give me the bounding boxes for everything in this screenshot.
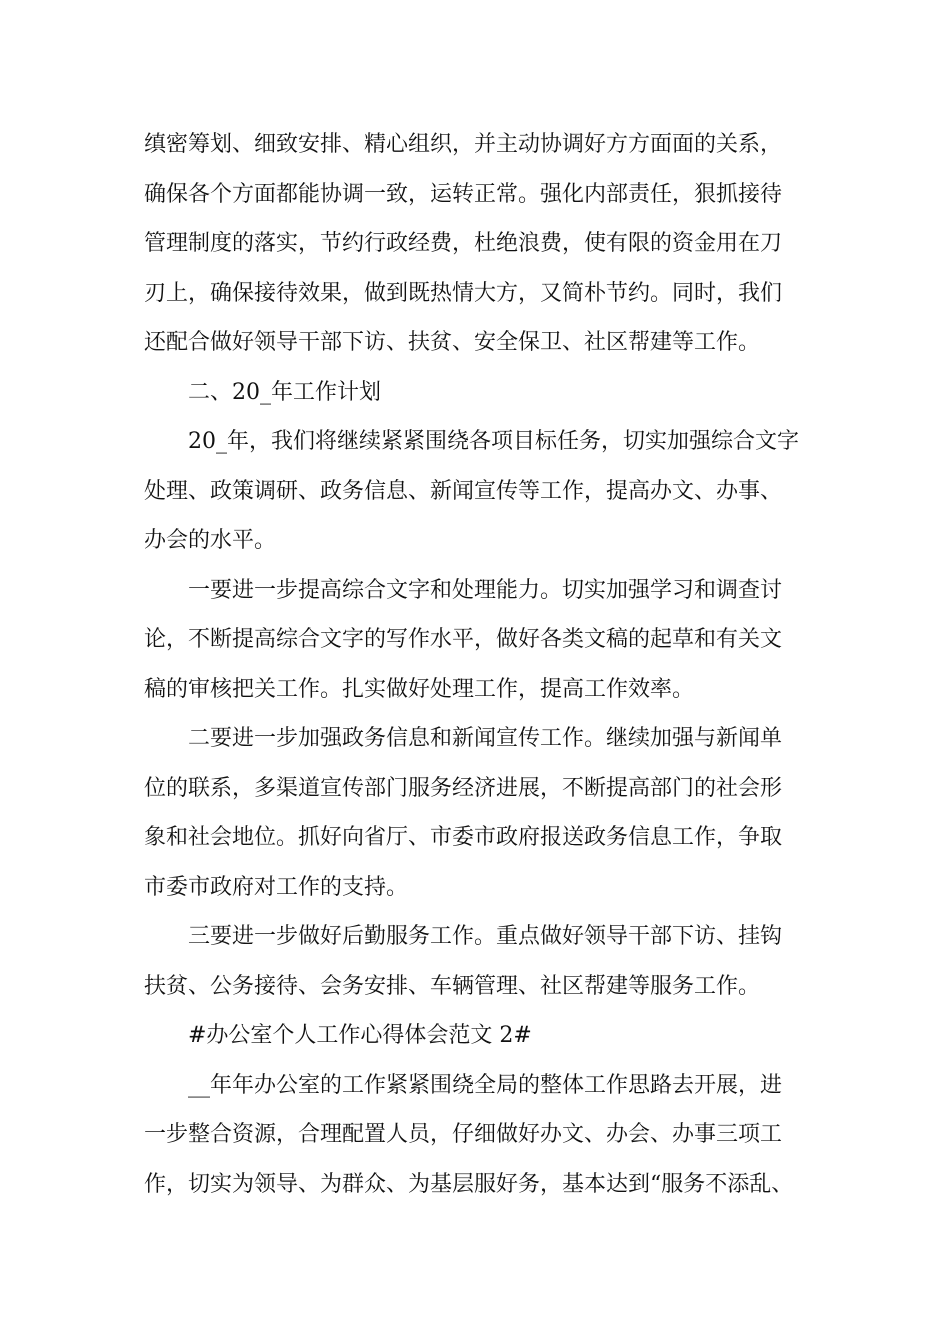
text-line: 论，不断提高综合文字的写作水平，做好各类文稿的起草和有关文: [144, 627, 783, 652]
text-line: 刃上，确保接待效果，做到既热情大方，又简朴节约。同时，我们: [144, 280, 783, 306]
section-heading: #办公室个人工作心得体会范文 2#: [188, 1023, 532, 1048]
text-line: 二要进一步加强政务信息和新闻宣传工作。继续加强与新闻单: [188, 726, 783, 751]
text-line: 作，切实为领导、为群众、为基层服好务，基本达到“服务不添乱、: [144, 1171, 794, 1197]
text-line: 市委市政府对工作的支持。: [144, 874, 409, 900]
text-line: 缜密筹划、细致安排、精心组织，并主动协调好方方面面的关系，: [144, 132, 783, 157]
text-line: 扶贫、公务接待、会务安排、车辆管理、社区帮建等服务工作。: [144, 973, 761, 999]
section-heading: 二、20_年工作计划: [188, 379, 381, 405]
text-line: 一步整合资源，合理配置人员，仔细做好办文、办会、办事三项工: [144, 1122, 783, 1147]
text-line: 管理制度的落实，节约行政经费，杜绝浪费，使有限的资金用在刀: [144, 231, 783, 256]
text-line: __年年办公室的工作紧紧围绕全局的整体工作思路去开展，进: [188, 1072, 783, 1098]
text-line: 处理、政策调研、政务信息、新闻宣传等工作，提高办文、办事、: [144, 478, 783, 504]
document-body: [144, 120, 824, 1209]
text-line: 办会的水平。: [144, 528, 277, 553]
text-line: 20_年，我们将继续紧紧围绕各项目标任务，切实加强综合文字: [188, 429, 799, 454]
text-line: 位的联系，多渠道宣传部门服务经济进展，不断提高部门的社会形: [144, 775, 783, 801]
text-line: 象和社会地位。抓好向省厅、市委市政府报送政务信息工作，争取: [144, 825, 783, 850]
text-line: 还配合做好领导干部下访、扶贫、安全保卫、社区帮建等工作。: [144, 330, 761, 355]
text-line: 稿的审核把关工作。扎实做好处理工作，提高工作效率。: [144, 676, 695, 702]
text-line: 三要进一步做好后勤服务工作。重点做好领导干部下访、挂钩: [188, 924, 783, 949]
text-line: 确保各个方面都能协调一致，运转正常。强化内部责任，狠抓接待: [144, 181, 783, 207]
text-line: 一要进一步提高综合文字和处理能力。切实加强学习和调查讨: [188, 577, 783, 603]
